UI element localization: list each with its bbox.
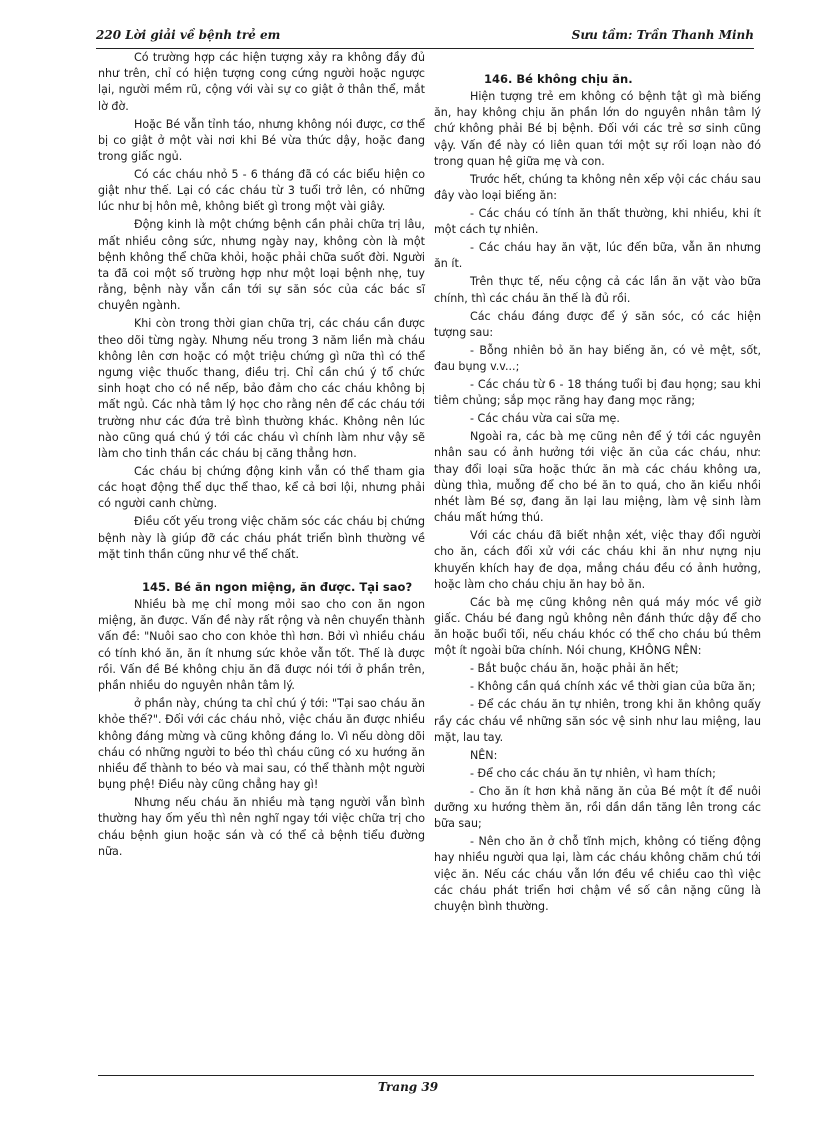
paragraph: Các cháu bị chứng động kinh vẫn có thể tham gia các hoạt động thể dục thể thao, kể cả bơi lội, nhưng phải có người canh chừng.	[98, 465, 425, 511]
footer-divider	[98, 1075, 754, 1076]
list-item: - Nên cho ăn ở chỗ tĩnh mịch, không có tiếng động hay nhiều người qua lại, làm các cháu không chăm chú tới việc ăn. Nếu các cháu vẫn lớn đều về chiều cao thì việc các cháu phát triển hơi chậm về số cân nặng cũng là chuyện bình thường.	[434, 835, 761, 914]
paragraph: Hoặc Bé vẫn tỉnh táo, nhưng không nói được, cơ thể bị co giật ở một vài nơi khi Bé vừa thức dậy, hoặc đang trong giấc ngủ.	[98, 117, 425, 164]
paragraph: ở phần này, chúng ta chỉ chú ý tới: "Tại sao cháu ăn khỏe thế?". Đối với các cháu nhỏ, việc cháu ăn được nhiều không đáng mừng và cũng không đáng lo. Vì nếu dòng dõi cháu có những người to béo thì cháu cũng có xu hướng ăn nhiều để thành to béo và mai sau, có thể thành một người bụng phệ! Điều này cũng chẳng hay gì!	[98, 697, 425, 792]
paragraph: Hiện tượng trẻ em không có bệnh tật gì mà biếng ăn, hay không chịu ăn phần lớn do nguyên nhân tâm lý chứ không phải Bé bị bệnh. Đối với các trẻ sơ sinh cũng vậy. Vấn đề này có liên quan tới một sự rối loạn nào đó trong quan hệ giữa mẹ và con.	[434, 90, 761, 168]
right-column	[434, 50, 761, 917]
list-item: - Để các cháu ăn tự nhiên, trong khi ăn không quấy rầy các cháu về những săn sóc vệ sinh như lau miệng, lau mặt, lau tay.	[434, 698, 761, 744]
paragraph: Có trường hợp các hiện tượng xảy ra không đầy đủ như trên, chỉ có hiện tượng cong cứng người hoặc ngược lại, người mềm rũ, cộng với vài sự co giật ở thân thể, mắt lờ đờ.	[98, 51, 425, 113]
left-column	[98, 50, 425, 862]
section-title-145: 145. Bé ăn ngon miệng, ăn được. Tại sao?	[142, 580, 413, 595]
paragraph: Các cháu đáng được để ý săn sóc, có các hiện tượng sau:	[434, 309, 761, 339]
section-title-146: 146. Bé không chịu ăn.	[484, 72, 633, 86]
list-item: - Bỗng nhiên bỏ ăn hay biếng ăn, có vẻ mệt, sốt, đau bụng v.v...;	[434, 343, 761, 374]
book-title: 220 Lời giải về bệnh trẻ em	[96, 28, 281, 42]
list-item: - Các cháu vừa cai sữa mẹ.	[470, 412, 620, 426]
paragraph: Các bà mẹ cũng không nên quá máy móc về giờ giấc. Cháu bé đang ngủ không nên đánh thức dậy để cho ăn hoặc buổi tối, nếu cháu khóc có thể cho cháu bú thêm một ít ngoài bữa chính. Nói chung, KHÔNG NÊN:	[434, 595, 761, 658]
collector-credit: Sưu tầm: Trần Thanh Minh	[571, 28, 754, 42]
paragraph: Ngoài ra, các bà mẹ cũng nên để ý tới các nguyên nhân sau có ảnh hưởng tới việc ăn của các cháu, như: thay đổi loại sữa hoặc thức ăn mà các cháu không ưa, dùng thìa, muỗng để cho bé ăn to quá, cho ăn kiểu nhồi nhét làm Bé sợ, đang ăn lại lau miệng, làm vệ sinh làm cháu mất hứng thú.	[434, 430, 761, 525]
list-item: - Các cháu hay ăn vặt, lúc đến bữa, vẫn ăn nhưng ăn ít.	[434, 241, 761, 271]
paragraph: Có các cháu nhỏ 5 - 6 tháng đã có các biểu hiện co giật như thế. Lại có các cháu từ 3 tuổi trở lên, có những lúc như bị hôn mê, không biết gì trong một vài giây.	[98, 168, 425, 214]
page-header	[96, 24, 754, 49]
paragraph: Trên thực tế, nếu cộng cả các lần ăn vặt vào bữa chính, thì các cháu ăn thế là đủ rồi.	[434, 275, 761, 305]
paragraph: Với các cháu đã biết nhận xét, việc thay đổi người cho ăn, cách đối xử với các cháu khi ăn như nựng nịu khuyến khích hay đe dọa, mắng cháu đều có ảnh hưởng, hoặc làm cho cháu chịu ăn hay bỏ ăn.	[434, 529, 761, 591]
paragraph: Khi còn trong thời gian chữa trị, các cháu cần được theo dõi từng ngày. Nhưng nếu trong 3 năm liền mà cháu không lên cơn hoặc có một triệu chứng gì nữa thì có thể ngưng việc thuốc thang, điều trị. Chỉ cần chú ý tổ chức sinh hoạt cho có nề nếp, bảo đảm cho các cháu không bị mất ngủ. Các nhà tâm lý học cho rằng nên để các cháu tới trường như các đứa trẻ bình thường khác. Không nên lúc nào cũng quá chú ý tới các cháu vì chính làm như vậy sẽ làm cho tinh thần các cháu bị căng thẳng hơn.	[98, 317, 425, 461]
paragraph: Nhiều bà mẹ chỉ mong mỏi sao cho con ăn ngon miệng, ăn được. Vấn đề này rất rộng và nên chuyển thành vấn đề: "Nuôi sao cho con khỏe thì hơn. Bởi vì nhiều cháu có tính khó ăn, ăn ít nhưng sức khỏe vẫn tốt. Thế là được rồi. Vấn đề Bé không chịu ăn đã được nói tới ở phần trên, phần nhiều do nguyên nhân tâm lý.	[98, 598, 425, 693]
list-item: - Các cháu từ 6 - 18 tháng tuổi bị đau họng; sau khi tiêm chủng; sắp mọc răng hay đang mọc răng;	[434, 378, 761, 408]
list-item: - Các cháu có tính ăn thất thường, khi nhiều, khi ít một cách tự nhiên.	[434, 207, 761, 237]
paragraph: Động kinh là một chứng bệnh cần phải chữa trị lâu, mất nhiều công sức, nhưng ngày nay, không còn là một bệnh không thể chữa khỏi, hoặc phải chữa suốt đời. Người ta đã coi một số trường hợp như một loại bệnh nhẹ, tuy rằng, bệnh này vẫn cần tới sự săn sóc của các bác sĩ chuyên ngành.	[98, 218, 425, 313]
list-item: - Bắt buộc cháu ăn, hoặc phải ăn hết;	[470, 662, 679, 676]
page-number: Trang 39	[377, 1080, 439, 1094]
list-item: - Để cho các cháu ăn tự nhiên, vì ham thích;	[470, 766, 716, 780]
paragraph: Trước hết, chúng ta không nên xếp vội các cháu sau đây vào loại biếng ăn:	[434, 172, 761, 203]
list-item: - Cho ăn ít hơn khả năng ăn của Bé một ít để nuôi dưỡng xu hướng thèm ăn, rồi dần dần tăng lên trong các bữa sau;	[434, 784, 761, 831]
list-item: - Không cần quá chính xác về thời gian của bữa ăn;	[470, 680, 756, 694]
paragraph: Điều cốt yếu trong việc chăm sóc các cháu bị chứng bệnh này là giúp đỡ các cháu phát triển bình thường về mặt tinh thần cũng như về thể chất.	[98, 515, 425, 561]
list-label: NÊN:	[470, 748, 498, 762]
paragraph: Nhưng nếu cháu ăn nhiều mà tạng người vẫn bình thường hay ốm yếu thì nên nghĩ ngay tới việc chữa trị cho cháu bệnh giun hoặc sán và có thể cả bệnh tiểu đường nữa.	[98, 796, 425, 858]
